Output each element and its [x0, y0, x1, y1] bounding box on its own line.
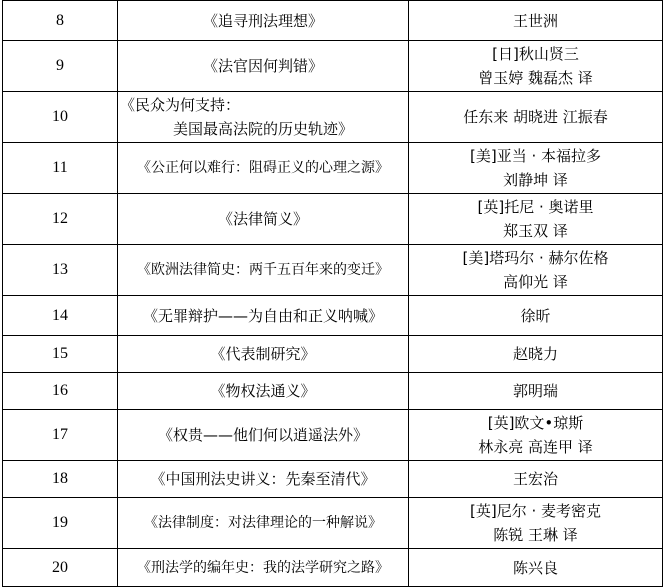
book-title: [118, 498, 409, 549]
table-row: [3, 336, 663, 373]
row-number: 15: [3, 336, 118, 373]
table-row: [3, 245, 663, 296]
book-title: [118, 373, 409, 410]
book-title: [118, 245, 409, 296]
row-number: 17: [3, 410, 118, 461]
book-author-line: 林永亮 高连甲 译: [478, 438, 593, 456]
book-author: [409, 41, 663, 92]
book-title-line: 《物权法通义》: [210, 382, 316, 400]
book-author: [409, 373, 663, 410]
table-row: [3, 461, 663, 498]
table-row: [3, 296, 663, 336]
book-title: [118, 410, 409, 461]
book-title-line: 美国最高法院的历史轨迹》: [172, 120, 353, 138]
table-row: [3, 549, 663, 587]
book-title: [118, 92, 409, 143]
book-author: [409, 92, 663, 143]
row-number: 20: [3, 549, 118, 587]
book-author: [409, 498, 663, 549]
book-list-table: [2, 0, 663, 587]
book-author-line: 任东来 胡晓进 江振春: [463, 108, 608, 126]
book-title-line: 《中国刑法史讲义：先秦至清代》: [150, 470, 376, 488]
book-author-line: 徐昕: [520, 306, 551, 325]
book-title: [118, 549, 409, 587]
book-title-line: 《法官因何判错》: [202, 57, 323, 75]
book-author-line: 高仰光 译: [503, 273, 568, 291]
book-author: [409, 143, 663, 194]
book-title-line: 《欧洲法律简史：两千五百年来的变迁》: [137, 262, 389, 278]
table-row: [3, 92, 663, 143]
row-number: 8: [3, 1, 118, 41]
book-list-body: [3, 1, 663, 587]
table-row: [3, 41, 663, 92]
book-author-line: 刘静坤 译: [503, 171, 568, 189]
row-number: 9: [3, 41, 118, 92]
book-title: [118, 143, 409, 194]
table-row: [3, 1, 663, 41]
book-title: [118, 1, 409, 41]
row-number: 11: [3, 143, 118, 194]
book-author-line: 郭明瑞: [512, 382, 558, 400]
book-author-line: 王世洲: [512, 11, 558, 30]
book-title-line: 《法律简义》: [217, 210, 308, 228]
table-row: [3, 498, 663, 549]
book-author: [409, 1, 663, 41]
book-author-line: 王宏治: [512, 470, 558, 488]
book-author-line: 郑玉双 译: [503, 222, 568, 240]
book-author-line: 陈兴良: [512, 558, 558, 577]
book-author: [409, 336, 663, 373]
book-title-line: 《权贵——他们何以逍遥法外》: [157, 426, 368, 444]
book-author-line: [美]亚当 · 本福拉多: [469, 147, 601, 165]
book-author: [409, 410, 663, 461]
book-author-line: [英]尼尔 · 麦考密克: [469, 502, 601, 520]
book-title-line: 《追寻刑法理想》: [202, 11, 323, 30]
table-row: [3, 194, 663, 245]
book-title-line: 《代表制研究》: [210, 345, 316, 363]
book-author: [409, 245, 663, 296]
row-number: 14: [3, 296, 118, 336]
row-number: 13: [3, 245, 118, 296]
book-author: [409, 549, 663, 587]
book-title-line: 《公正何以难行：阻碍正义的心理之源》: [137, 160, 389, 176]
book-title-line: 《民众为何支持：: [120, 96, 241, 114]
book-title-line: 《无罪辩护——为自由和正义呐喊》: [142, 306, 383, 325]
book-title: [118, 336, 409, 373]
book-title: [118, 461, 409, 498]
book-author-line: 赵晓力: [512, 345, 558, 363]
book-author: [409, 296, 663, 336]
row-number: 16: [3, 373, 118, 410]
table-row: [3, 410, 663, 461]
table-row: [3, 143, 663, 194]
book-author: [409, 461, 663, 498]
book-title-line: 《法律制度：对法律理论的一种解说》: [144, 515, 382, 531]
book-author-line: 曾玉婷 魏磊杰 译: [478, 69, 593, 87]
book-title: [118, 194, 409, 245]
table-row: [3, 373, 663, 410]
book-author-line: [日]秋山贤三: [492, 45, 579, 63]
book-author: [409, 194, 663, 245]
row-number: 12: [3, 194, 118, 245]
book-author-line: [英]欧文•琼斯: [487, 414, 584, 432]
book-title: [118, 41, 409, 92]
book-author-line: [美]塔玛尔 · 赫尔佐格: [462, 249, 609, 267]
book-title: [118, 296, 409, 336]
row-number: 18: [3, 461, 118, 498]
book-author-line: 陈锐 王琳 译: [493, 526, 578, 544]
book-author-line: [英]托尼 · 奥诺里: [477, 198, 594, 216]
row-number: 10: [3, 92, 118, 143]
row-number: 19: [3, 498, 118, 549]
book-title-line: 《刑法学的编年史：我的法学研究之路》: [137, 559, 389, 576]
